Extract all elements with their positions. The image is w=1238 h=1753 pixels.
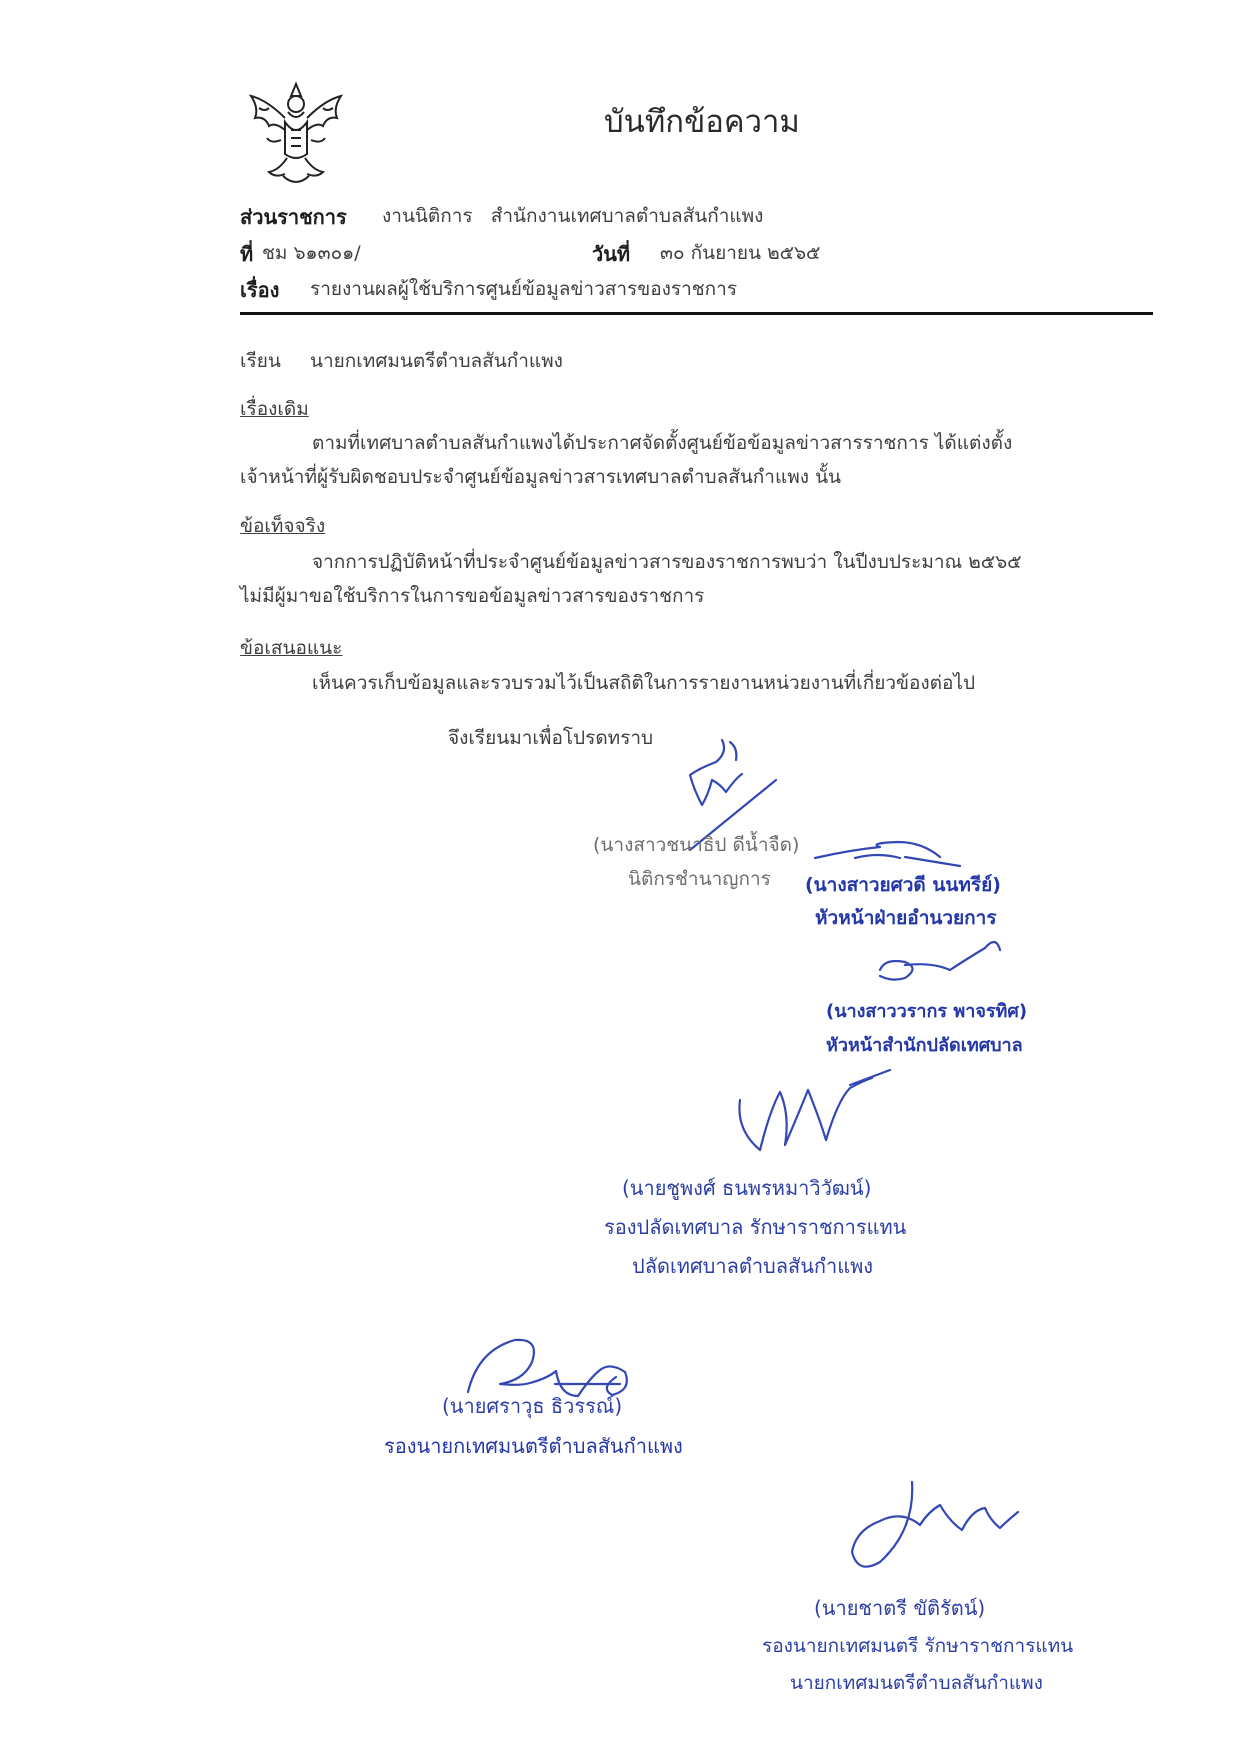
deputy-mayor-name: (นายศราวุธ ธิวรรณ์): [442, 1394, 623, 1418]
ref-value: ชม ๖๑๓๐๑/: [262, 242, 361, 264]
department-label: ส่วนราชการ: [240, 205, 347, 229]
background-heading: เรื่องเดิม: [240, 398, 309, 420]
signature-deputy-mayor: [468, 1340, 627, 1396]
garuda-emblem: [245, 78, 347, 190]
signature-acting-mayor: [852, 1482, 1018, 1567]
department-value: งานนิติการ สำนักงานเทศบาลตำบลสันกำแพง: [382, 205, 764, 227]
signature-deputy-clerk: [739, 1070, 890, 1150]
background-line2: เจ้าหน้าที่ผู้รับผิดชอบประจำศูนย์ข้อมูลข่าวสารเทศบาลตำบลสันกำแพง นั้น: [240, 466, 842, 488]
office-head-title: หัวหน้าสำนักปลัดเทศบาล: [826, 1035, 1023, 1056]
acting-mayor-title1: รองนายกเทศมนตรี รักษาราชการแทน: [762, 1635, 1074, 1657]
facts-line2: ไม่มีผู้มาขอใช้บริการในการขอข้อมูลข่าวสารของราชการ: [240, 585, 705, 607]
signature-office-head: [880, 942, 1000, 980]
facts-line1: จากการปฏิบัติหน้าที่ประจำศูนย์ข้อมูลข่าวสารของราชการพบว่า ในปีงบประมาณ ๒๕๖๕: [312, 551, 1022, 573]
legal-officer-title: นิติกรชำนาญการ: [628, 868, 771, 890]
ref-label: ที่: [240, 242, 254, 266]
legal-officer-name: (นางสาวชนาธิป ดีน้ำจืด): [593, 834, 800, 856]
office-head-name: (นางสาววรากร พาจรทิศ): [826, 1001, 1028, 1022]
subject-label: เรื่อง: [240, 278, 280, 302]
deputy-clerk-title2: ปลัดเทศบาลตำบลสันกำแพง: [632, 1254, 874, 1278]
memo-title: บันทึกข้อความ: [604, 104, 800, 140]
subject-value: รายงานผลผู้ใช้บริการศูนย์ข้อมูลข่าวสารของราชการ: [310, 278, 738, 300]
garuda-emblem-icon: [245, 78, 347, 190]
to-value: นายกเทศมนตรีตำบลสันกำแพง: [310, 350, 563, 372]
admin-head-name: (นางสาวยศวดี นนทรีย์): [805, 874, 1001, 896]
deputy-clerk-title1: รองปลัดเทศบาล รักษาราชการแทน: [604, 1215, 907, 1239]
deputy-mayor-title: รองนายกเทศมนตรีตำบลสันกำแพง: [384, 1434, 683, 1458]
header-divider: [240, 312, 1153, 315]
signature-admin-head: [815, 842, 960, 866]
facts-heading: ข้อเท็จจริง: [240, 515, 326, 537]
acting-mayor-title2: นายกเทศมนตรีตำบลสันกำแพง: [790, 1672, 1043, 1694]
closing-line: จึงเรียนมาเพื่อโปรดทราบ: [448, 727, 654, 749]
proposal-heading: ข้อเสนอแนะ: [240, 637, 343, 659]
admin-head-title: หัวหน้าฝ่ายอำนวยการ: [815, 907, 997, 929]
date-value: ๓๐ กันยายน ๒๕๖๕: [660, 242, 821, 264]
deputy-clerk-name: (นายชูพงศ์ ธนพรหมาวิวัฒน์): [622, 1176, 872, 1200]
acting-mayor-name: (นายชาตรี ขัติรัตน์): [814, 1596, 986, 1620]
to-label: เรียน: [240, 350, 281, 372]
background-line1: ตามที่เทศบาลตำบลสันกำแพงได้ประกาศจัดตั้งศูนย์ข้อข้อมูลข่าวสารราชการ ได้แต่งตั้ง: [312, 432, 1013, 454]
proposal-line1: เห็นควรเก็บข้อมูลและรวบรวมไว้เป็นสถิติในการรายงานหน่วยงานที่เกี่ยวข้องต่อไป: [312, 672, 976, 694]
date-label: วันที่: [592, 242, 631, 266]
